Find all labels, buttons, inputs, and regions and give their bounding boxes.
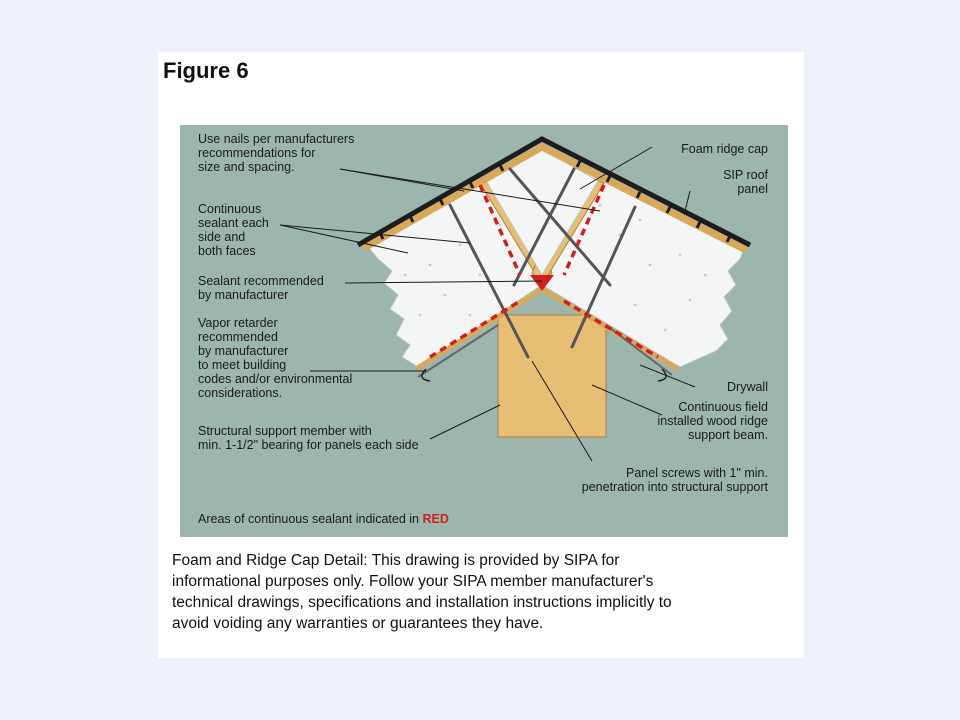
label-sealant-recommended: Sealant recommended by manufacturer: [198, 274, 324, 302]
label-ridge-beam: Continuous field installed wood ridge support beam.: [657, 400, 768, 442]
label-vapor-retarder: Vapor retarder recommended by manufacturer to meet building codes and/or environmental considerations.: [198, 316, 353, 400]
sealant-note: [198, 512, 449, 526]
label-foam-ridge-cap: Foam ridge cap: [681, 142, 768, 156]
label-drywall: Drywall: [727, 380, 768, 394]
label-continuous-sealant: Continuous sealant each side and both faces: [198, 202, 269, 258]
figure-caption: Foam and Ridge Cap Detail: This drawing is provided by SIPA for informational purposes only. Follow your SIPA member manufacturer's technical drawings, specifications and installation instructions implicitly to avoid voiding any warranties or guarantees they have.: [172, 552, 672, 632]
label-structural-support: Structural support member with min. 1-1/2" bearing for panels each side: [198, 424, 419, 452]
sealant-note-red: RED: [422, 512, 449, 526]
label-nails: Use nails per manufacturers recommendations for size and spacing.: [198, 132, 355, 174]
label-sip-roof-panel: SIP roof panel: [723, 168, 768, 196]
sealant-note-text: Areas of continuous sealant indicated in: [198, 512, 423, 526]
label-panel-screws: Panel screws with 1" min. penetration into structural support: [581, 466, 768, 494]
figure-title: Figure 6: [163, 58, 249, 83]
